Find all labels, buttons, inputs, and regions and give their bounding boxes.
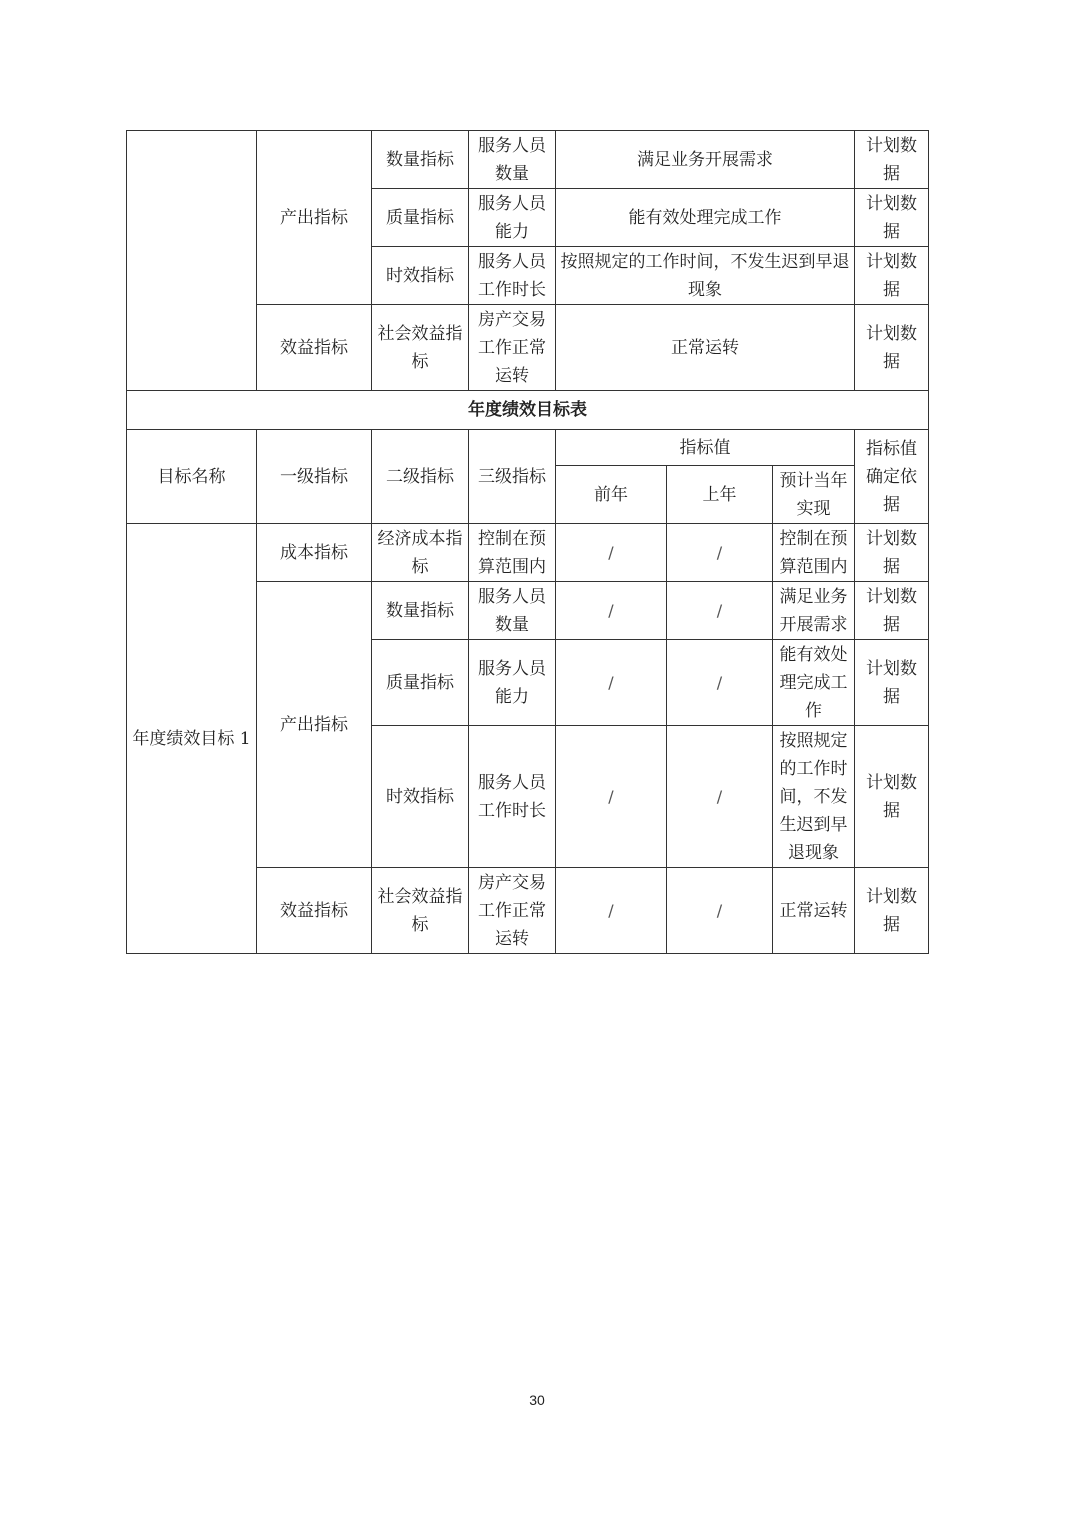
header-level3: 三级指标: [469, 430, 556, 524]
level2-cell: 社会效益指标: [372, 305, 469, 391]
level2-cell: 经济成本指标: [372, 524, 469, 582]
prev-year-cell: /: [556, 726, 667, 868]
target-name-cell-empty: [127, 131, 257, 391]
header-level1: 一级指标: [257, 430, 372, 524]
level3-cell: 服务人员能力: [469, 189, 556, 247]
last-year-cell: /: [667, 582, 773, 640]
last-year-cell: /: [667, 726, 773, 868]
level2-cell: 数量指标: [372, 131, 469, 189]
indicator-value-cell: 满足业务开展需求: [556, 131, 855, 189]
level3-cell: 服务人员数量: [469, 582, 556, 640]
indicator-value-cell: 能有效处理完成工作: [556, 189, 855, 247]
prev-year-cell: /: [556, 524, 667, 582]
level2-cell: 数量指标: [372, 582, 469, 640]
level3-cell: 房产交易工作正常运转: [469, 305, 556, 391]
page-number: 30: [529, 1392, 545, 1408]
header-indicator-value: 指标值: [556, 430, 855, 466]
level3-cell: 服务人员能力: [469, 640, 556, 726]
prev-year-cell: /: [556, 640, 667, 726]
last-year-cell: /: [667, 640, 773, 726]
basis-cell: 计划数据: [855, 726, 929, 868]
expected-cell: 满足业务开展需求: [773, 582, 855, 640]
prev-year-cell: /: [556, 868, 667, 954]
level3-cell: 服务人员工作时长: [469, 726, 556, 868]
header-prev-year: 前年: [556, 466, 667, 524]
level3-cell: 房产交易工作正常运转: [469, 868, 556, 954]
basis-cell: 计划数据: [855, 582, 929, 640]
expected-cell: 正常运转: [773, 868, 855, 954]
level3-cell: 服务人员工作时长: [469, 247, 556, 305]
level2-cell: 时效指标: [372, 726, 469, 868]
level1-cell: 成本指标: [257, 524, 372, 582]
basis-cell: 计划数据: [855, 131, 929, 189]
basis-cell: 计划数据: [855, 640, 929, 726]
header-last-year: 上年: [667, 466, 773, 524]
level3-cell: 服务人员数量: [469, 131, 556, 189]
performance-table: [126, 130, 929, 954]
table-title: 年度绩效目标表: [127, 391, 929, 430]
target-name-cell: 年度绩效目标 1: [127, 524, 257, 954]
basis-cell: 计划数据: [855, 524, 929, 582]
level1-cell: 效益指标: [257, 305, 372, 391]
header-target-name: 目标名称: [127, 430, 257, 524]
indicator-value-cell: 按照规定的工作时间，不发生迟到早退现象: [556, 247, 855, 305]
basis-cell: 计划数据: [855, 305, 929, 391]
last-year-cell: /: [667, 868, 773, 954]
level1-cell: 产出指标: [257, 131, 372, 305]
level2-cell: 社会效益指标: [372, 868, 469, 954]
basis-cell: 计划数据: [855, 868, 929, 954]
prev-year-cell: /: [556, 582, 667, 640]
level3-cell: 控制在预算范围内: [469, 524, 556, 582]
header-row: [127, 430, 929, 466]
expected-cell: 按照规定的工作时间，不发生迟到早退现象: [773, 726, 855, 868]
level1-cell: 效益指标: [257, 868, 372, 954]
last-year-cell: /: [667, 524, 773, 582]
table-row: [127, 131, 929, 189]
basis-cell: 计划数据: [855, 189, 929, 247]
table-title-row: [127, 391, 929, 430]
expected-cell: 能有效处理完成工作: [773, 640, 855, 726]
table-row: [127, 524, 929, 582]
header-basis: 指标值确定依据: [855, 430, 929, 524]
indicator-value-cell: 正常运转: [556, 305, 855, 391]
header-level2: 二级指标: [372, 430, 469, 524]
expected-cell: 控制在预算范围内: [773, 524, 855, 582]
level2-cell: 时效指标: [372, 247, 469, 305]
basis-cell: 计划数据: [855, 247, 929, 305]
level2-cell: 质量指标: [372, 189, 469, 247]
performance-table-container: [126, 130, 928, 954]
level2-cell: 质量指标: [372, 640, 469, 726]
header-expected: 预计当年实现: [773, 466, 855, 524]
level1-cell: 产出指标: [257, 582, 372, 868]
